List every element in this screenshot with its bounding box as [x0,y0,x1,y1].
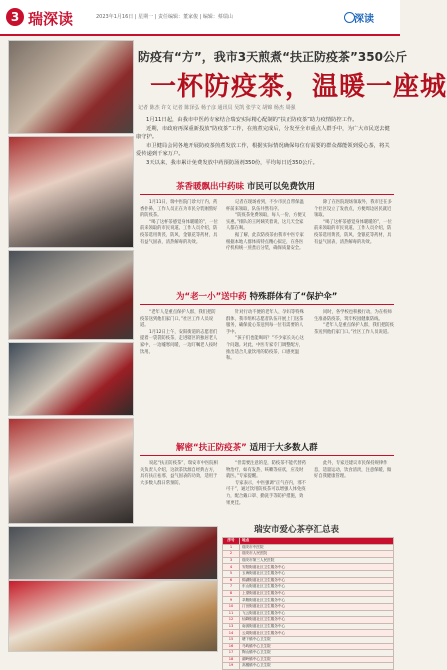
table-cell-location: 南滨街道社区卫生服务中心 [240,623,394,630]
table-title: 瑞安市爱心茶亭汇总表 [254,525,340,535]
paragraph: 据了解，此次防疫茶由我市中医专家根据本地人群体质特点精心拟定，在各医疗机构统一煎煮后分装，确保质量安全。 [226,232,304,252]
table-cell-location: 上望街道社区卫生服务中心 [240,590,394,597]
divider [140,455,394,456]
table-cell-number: 12 [223,617,240,624]
lead-paragraph: 3天以来，我市累计免费发放中药预防汤剂350份，平均每日近350公斤。 [146,160,318,166]
paragraph: 记者在现场看到，不少市民自带保温杯前来领取，队伍井然有序。 [226,200,304,212]
table-row [223,656,394,663]
paragraph: “老年人是重点保护人群，我们把防疫茶送到他们家门口。”社区工作人员说道。 [140,310,216,329]
table-row [223,551,394,558]
paragraph: 除了在医院现场领取外，我市还在多个社区设立了发放点，方便周边居民就近领取。 [314,200,392,219]
table-row [223,650,394,657]
headline-title: 一杯防疫茶，温暖一座城 [150,72,447,102]
table-cell-number: 5 [223,570,240,577]
section-number-badge: 3 [6,8,24,26]
photo-tea-bags [8,580,218,652]
lead-paragraph: 市卫健局会同各地开展防疫茶煎煮发放工作，根据实际情况确保每位有需要的群众都能领到爱心茶，将关爱传递到千家万户。 [136,143,390,157]
photo-drinking-tea [8,40,134,134]
table-cell-number: 19 [223,663,240,670]
lead-paragraph: 1月11日起，由我市中医药专家结合瑞安实际精心配制的“扶正防疫茶”助力疫情防控工作。 [146,117,358,123]
table-cell-location: 东山街道社区卫生服务中心 [240,584,394,591]
table-cell-number: 1 [223,544,240,551]
table-row [223,623,394,630]
article-column [226,310,306,436]
paragraph: 1月11日，瑞中医院门诊大厅内，药香扑鼻，工作人员正在为市民分装刚熬好的防疫茶。 [140,200,218,219]
table-row [223,570,394,577]
table-cell-location: 仙降街道社区卫生服务中心 [240,617,394,624]
table-row [223,603,394,610]
table-cell-number: 11 [223,610,240,617]
paragraph: 针对行动不便的老年人、孕妇等特殊群体，我市组织志愿者队伍开展上门送茶服务，确保爱心茶送到每一位有需要的人手中。 [226,310,304,335]
section-heading-red: 解密“扶正防疫茶” [176,443,247,453]
divider [140,194,394,195]
table-cell-location: 玉海街道社区卫生服务中心 [240,570,394,577]
table-cell-number: 10 [223,603,240,610]
lead-paragraphs [136,116,394,168]
table-cell-number: 13 [223,623,240,630]
section-heading [176,290,337,302]
article-column [140,461,218,519]
table-cell-location: 塘下镇中心卫生院 [240,636,394,643]
table-row [223,577,394,584]
table-cell-location: 瑞安市人民医院 [240,551,394,558]
photo-community-visit [8,418,134,524]
issue-meta: 2023年1月16日 | 星期一 | 责任编辑：董家俊 | 编辑：蔡瑞山 [96,14,233,20]
lead-paragraph: 近期，市政府再深重新投放“防疫茶”工作，在煎煮完成后，分发至全市重点人群手中，为广大市民送去健康守护。 [136,126,390,140]
table-cell-number: 14 [223,630,240,637]
table-row [223,630,394,637]
paragraph: “喝了这杯茶感觉身体暖暖的”，一位前来领取的市民说道。工作人员介绍，防疫茶选用黄芪、防风、金银花等药材，具有益气固表、清热解毒的功效。 [140,219,218,245]
section-heading [176,441,318,453]
table-cell-number: 15 [223,636,240,643]
table-cell-location: 安阳街道社区卫生服务中心 [240,564,394,571]
article-column [226,461,306,519]
table-cell-location: 锦湖街道社区卫生服务中心 [240,577,394,584]
table-cell-number: 18 [223,656,240,663]
table-cell-number: 8 [223,590,240,597]
byline: 记者 陈杰 许文 记者 陈泽弘 杨子彦 通讯员 吴凯 张学文 胡锦 杨杰 周强 [138,105,296,111]
table-cell-location: 湖岭镇中心卫生院 [240,656,394,663]
photo-volunteers [8,342,134,416]
table-cell-location: 汀田街道社区卫生服务中心 [240,603,394,610]
divider [140,304,394,305]
tea-booth-table [222,537,394,670]
table-cell-location: 飞云街道社区卫生服务中心 [240,610,394,617]
paragraph: 说起“扶正防疫茶”，瑞安市中医院相关负责人介绍，这款茶饮源自经典古方，具有扶正祛邪、益气固表的功效，适用于大多数人群日常预防。 [140,461,218,486]
table-row [223,557,394,564]
table-cell-location: 莘塍街道社区卫生服务中心 [240,597,394,604]
paragraph: “但需要注意的是，防疫茶不能代替药物治疗，如有发热、咳嗽等症状，应及时就医。”专家提醒。 [226,461,306,480]
table-cell-location: 瑞安市第三人民医院 [240,557,394,564]
paragraph: “防疫茶免费领取，每人一份，方便又实惠。”排队的王阿姨笑着说，这几天全家人都在喝。 [226,213,306,232]
section-heading-red: 茶香暖飘出中药味 [176,182,245,192]
table-row [223,544,394,551]
table-row [223,564,394,571]
article-column [314,310,394,436]
article-column [140,310,218,436]
article-column [314,461,394,519]
table-cell-number: 2 [223,551,240,558]
photo-staff-portrait [8,526,218,580]
photo-elderly-resident [8,250,134,340]
section-heading-red: 为“老一小”送中药 [176,292,247,302]
table-row [223,610,394,617]
table-cell-location: 陶山镇中心卫生院 [240,650,394,657]
photo-distribution-desk [8,136,134,248]
table-row [223,590,394,597]
table-cell-number: 16 [223,643,240,650]
section-heading [176,180,315,192]
table-header-row [223,538,394,545]
paragraph: 此外，专家还建议市民保持规律作息，适量运动，饮食清淡，注意保暖，做好自我健康管理。 [314,461,392,480]
publication-logo: 深读 [354,14,374,25]
paragraph: “老年人是重点保护人群，我们把防疫茶送到他们家门口。”社区工作人员说道。 [314,323,394,335]
table-cell-number: 3 [223,557,240,564]
table-cell-number: 17 [223,650,240,657]
table-cell-location: 瑞安市中医院 [240,544,394,551]
section-heading-black: 市民可以免费饮用 [246,182,315,192]
table-cell-number: 序号 [223,538,240,545]
headline-kicker: 防疫有“方”，我市3天煎煮“扶正防疫茶”350公斤 [138,50,407,64]
table-cell-location: 云周街道社区卫生服务中心 [240,630,394,637]
table-row [223,636,394,643]
table-cell-number: 9 [223,597,240,604]
table-cell-number: 4 [223,564,240,571]
paragraph: “喝了这杯茶感觉身体暖暖的”，一位前来领取的市民说道。工作人员介绍，防疫茶选用黄芪、防风、金银花等药材，具有益气固表、清热解毒的功效。 [314,219,392,245]
paragraph: 1月12日上午，安阳街道的志愿者们提着一袋袋防疫茶，走进辖区的独居老人家中，一边嘘寒问暖，一边叮嘱老人按时饮用。 [140,329,218,355]
paragraph: 同时，各学校也积极行动，为在校师生准备防疫茶，筑牢校园健康防线。 [314,310,392,322]
table-cell-number: 6 [223,577,240,584]
paragraph: 专家表示，中医强调“正气存内，邪不可干”，通过饮用防疫茶可以增强人体免疫力，配合戴口罩、勤洗手等防护措施，效果更佳。 [226,480,306,506]
table-row [223,643,394,650]
table-cell-location: 马屿镇中心卫生院 [240,643,394,650]
section-heading-black: 适用于大多数人群 [249,443,318,453]
table-row [223,663,394,670]
table-cell-location: 高楼镇中心卫生院 [240,663,394,670]
table-row [223,597,394,604]
paragraph: “孩子们也能喝吗？”不少家长关心这个问题。对此，中医专家专门调整配方，推出适合儿童饮用的防疫茶，口感更温和。 [226,336,304,362]
table-row [223,617,394,624]
section-title: 瑞深读 [28,10,74,28]
table-cell-number: 7 [223,584,240,591]
table-cell-location: 地点 [240,538,394,545]
section-heading-black: 特殊群体有了“保护伞” [249,292,338,302]
table-row [223,584,394,591]
